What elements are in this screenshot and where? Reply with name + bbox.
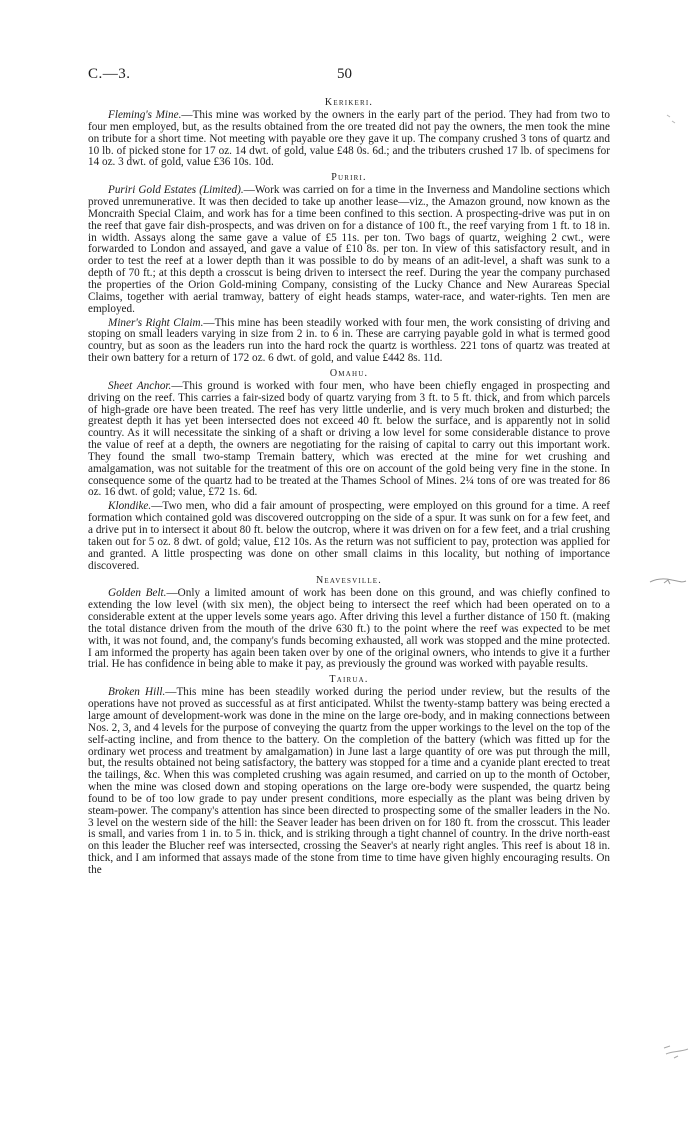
mine-name: Klondike.: [108, 500, 152, 513]
mine-paragraph: [88, 110, 610, 169]
mine-name: Miner's Right Claim.: [108, 316, 204, 329]
mine-name: Sheet Anchor.: [108, 379, 172, 392]
mine-text: —This mine has been steadily worked with four men, the work consisting of driving and stoping on small leaders varying in size from 2 in. to 6 in. These are carrying payable gold in what is termed good country, but as soon as the leaders run into the hard rock the quartz is worthless. 221 tons of quartz was treated at their own battery for a return of 172 oz. 6 dwt. of gold, and value £442 8s. 11d.: [88, 316, 610, 365]
mine-paragraph: [88, 588, 610, 671]
mine-text: —Work was carried on for a time in the Inverness and Mandoline sections which proved unremunerative. It was then decided to take up another lease—viz., the Amazon ground, now known as the Moncraith Special Claim, and work has for a time been confined to this section. A prospecting-drive was put in on the reef that gave fair dish-prospects, and was driven on for a distance of 100 ft., the reef varying from 1 ft. to 18 in. in width. Assays along the same gave a value of £5 11s. per ton. Two bags of quartz, weighing 2 cwt., were forwarded to London and assayed, and gave a value of £10 8s. per ton. In view of this satisfactory result, and in order to test the reef at a lower depth than it was possible to do by means of an adit-level, a shaft was sunk to a depth of 70 ft.; at this depth a crosscut is being driven to intersect the reef. During the year the company purchased the properties of the Orion Gold-mining Company, consisting of the Lucky Chance and New Aurareas Special Claims, together with aerial tramway, battery of eight heads stamps, water-race, and water-rights. Ten men are employed.: [88, 184, 610, 315]
mine-paragraph: [88, 318, 610, 365]
scan-mark: [648, 574, 688, 588]
section-heading: Kerikeri.: [324, 97, 374, 108]
report-body: [88, 96, 610, 879]
section-heading: Puriri.: [331, 172, 367, 184]
mine-text: —This ground is worked with four men, who have been chiefly engaged in prospecting and driving on the reef. This carries a fair-sized body of quartz varying from 3 ft. to 5 ft. thick, and from which parcels of high-grade ore have been treated. The reef has very little underlie, and is very much broken and disturbed; the greatest depth it has yet been intersected does not exceed 40 ft. below the surface, and is apparently not in solid country. As it will necessitate the sinking of a shaft or driving a low level for some considerable distance to prove the value of reef at a depth, the owners are negotiating for the raising of capital to carry out this important work. They found the small two-stamp Tremain battery, which was erected at the mine for wet crushing and amalgamation, was not suitable for the treatment of this ore on account of the gold being very fine in the stone. In consequence some of the quartz had to be treated at the Thames School of Mines. 2¼ tons of ore was treated for 86 oz. 16 dwt. of gold; value, £72 1s. 6d.: [88, 379, 611, 499]
scan-mark: [664, 112, 678, 126]
section-heading: Tairua.: [329, 674, 369, 686]
section-neavesville: [88, 574, 610, 671]
section-heading: Neavesville.: [316, 575, 382, 587]
mine-text: —This mine has been steadily worked during the period under review, but the results of the operations have not proved as successful as at first anticipated. Whilst the twenty-stamp battery was being erected a large amount of development-work was done in the mine on the large ore-body, and in making connections between Nos. 2, 3, and 4 levels for the purpose of conveying the quartz from the upper workings to the level on the top of the self-acting incline, and from thence to the battery. On the completion of the battery (which was fitted up for the ordinary wet process and treatment by amalgamation) in June last a large quantity of ore was put through the mill, but, the results obtained not being satisfactory, the battery was stopped for a time and a cyanide plant erected to treat the tailings, &c. When this was completed crushing was again resumed, and carried on up to the month of October, when the mine was closed down and stoping operations on the large ore-body were suspended, the quartz being found to be of too low grade to pay under present conditions, more especially as the plant was being driven by steam-power. The company's attention has since been directed to prospecting some of the smaller leaders in the No. 3 level on the western side of the hill: the Seaver leader has been driven on for 180 ft. from the crosscut. This leader is small, and varies from 1 in. to 5 in. thick, and is striking through a tight channel of country. In the drive north-east on this leader the Blucher reef was intersected, crossing the Seaver's at nearly right angles. This reef is about 18 in. thick, and I am informed that assays made of the stone from time to time have given highly encouraging results. On the: [88, 686, 610, 876]
mine-name: Puriri Gold Estates (Limited).: [108, 184, 244, 197]
mine-text: —This mine was worked by the owners in the early part of the period. They had from two to four men employed, but, as the results obtained from the ore treated did not pay the owners, the men took the mine on tribute for a short time. Not meeting with payable ore they gave it up. The company crushed 3 tons of quartz and 10 lb. of picked stone for 17 oz. 14 dwt. of gold, value £48 0s. 6d.; and the tributers crushed 17 lb. of specimens for 14 oz. 3 dwt. of gold, value £36 10s. 10d.: [88, 109, 610, 169]
section-heading: Omahu.: [329, 367, 369, 379]
mine-text: —Only a limited amount of work has been done on this ground, and was chiefly confined to extending the low level (with six men), the object being to intersect the reef which had been operated on to a considerable extent at the upper levels some years ago. After driving this level a further distance of 150 ft. (making the total distance driven from the mouth of the drive 630 ft.) to the point where the reef was expected to be met with, it was not found, and, the company's funds becoming exhausted, all work was stopped and the mine protected. I am informed the property has again been taken over by one of the original owners, who intends to give it a further trial. He has confidence in being able to make it pay, as previously the ground was worked with payable results.: [88, 587, 611, 671]
mine-paragraph: [88, 687, 610, 877]
section-tairua: [88, 673, 610, 877]
series-label: C.—3.: [88, 66, 131, 82]
mine-name: Fleming's Mine.: [108, 109, 182, 121]
section-omahu: [88, 367, 610, 573]
scan-mark: [660, 1040, 696, 1064]
mine-name: Broken Hill.: [108, 686, 166, 699]
section-puriri: [88, 171, 610, 365]
mine-text: —Two men, who did a fair amount of prospecting, were employed on this ground for a time. A reef formation which contained gold was discovered outcropping on the side of a spur. It was sunk on for a few feet, and a drive put in to intersect it about 80 ft. below the outcrop, where it was driven on for a few feet, and a trial crushing taken out for 5 oz. 8 dwt. of gold; value, £12 10s. As the return was not sufficient to pay, protection was applied for and granted. A little prospecting was done on other small claims in this locality, but nothing of importance discovered.: [88, 500, 610, 572]
mine-paragraph: [88, 381, 610, 499]
section-kerikeri: [88, 96, 610, 169]
mine-paragraph: [88, 501, 610, 572]
page-number: 50: [337, 66, 352, 82]
mine-paragraph: [88, 185, 610, 315]
mine-name: Golden Belt.: [108, 587, 167, 600]
